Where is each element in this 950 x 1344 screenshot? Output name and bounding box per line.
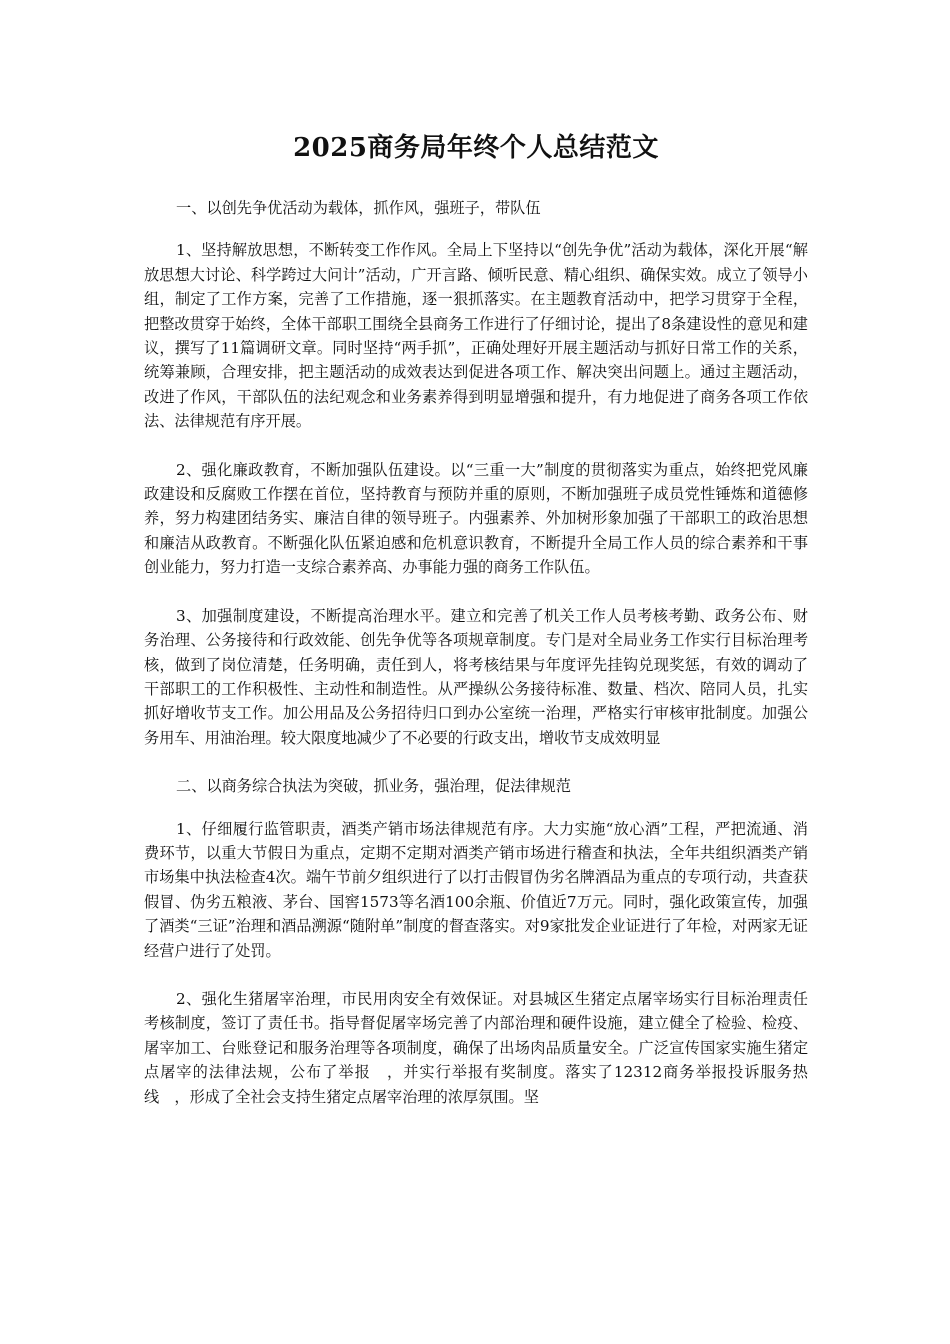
- paragraph-1-1: 1、坚持解放思想，不断转变工作作风。全局上下坚持以“创先争优”活动为载体，深化开展“解放思想大讨论、科学跨过大问计”活动，广开言路、倾听民意、精心组织、确保实效。成立了领导小组，制定了工作方案，完善了工作措施，逐一狠抓落实。在主题教育活动中，把学习贯穿于全程，把整改贯穿于始终，全体干部职工围绕全县商务工作进行了仔细讨论，提出了8条建设性的意见和建议，撰写了11篇调研文章。同时坚持“两手抓”，正确处理好开展主题活动与抓好日常工作的关系，统筹兼顾，合理安排，把主题活动的成效表达到促进各项工作、解决突出问题上。通过主题活动，改进了作风，干部队伍的法纪观念和业务素养得到明显增强和提升，有力地促进了商务各项工作依法、法律规范有序开展。: [144, 241, 808, 431]
- paragraph-2-1: 1、仔细履行监管职责，酒类产销市场法律规范有序。大力实施“放心酒”工程，严把流通、消费环节，以重大节假日为重点，定期不定期对酒类产销市场进行稽查和执法，全年共组织酒类产销市场集中执法检查4次。端午节前夕组织进行了以打击假冒伪劣名牌酒品为重点的专项行动，共查获假冒、伪劣五粮液、茅台、国窖1573等名酒100余瓶、价值近7万元。同时，强化政策宣传，加强了酒类“三证”治理和酒品溯源“随附单”制度的督查落实。对9家批发企业证进行了年检，对两家无证经营户进行了处罚。: [144, 819, 808, 960]
- document-body: [144, 126, 808, 1109]
- paragraph-1-3: 3、加强制度建设，不断提高治理水平。建立和完善了机关工作人员考核考勤、政务公布、财务治理、公务接待和行政效能、创先争优等各项规章制度。专门是对全局业务工作实行目标治理考核，做到了岗位清楚，任务明确，责任到人，将考核结果与年度评先挂钩兑现奖惩，有效的调动了干部职工的工作积极性、主动性和制造性。从严操纵公务接待标准、数量、档次、陪同人员，扎实抓好增收节支工作。加公用品及公务招待归口到办公室统一治理，严格实行审核审批制度。加强公务用车、用油治理。较大限度地减少了不必要的行政支出，增收节支成效明显: [144, 606, 808, 747]
- paragraph-2-2: 2、强化生猪屠宰治理，市民用肉安全有效保证。对县城区生猪定点屠宰场实行目标治理责任考核制度，签订了责任书。指导督促屠宰场完善了内部治理和硬件设施，建立健全了检验、检疫、屠宰加工、台账登记和服务治理等各项制度，确保了出场肉品质量安全。广泛宣传国家实施生猪定点屠宰的法律法规，公布了举报 ，并实行举报有奖制度。落实了12312商务举报投诉服务热线 ，形成了全社会支持生猪定点屠宰治理的浓厚氛围。坚: [144, 989, 808, 1106]
- section-heading-1: 一、以创先争优活动为载体，抓作风，强班子，带队伍: [176, 199, 541, 217]
- paragraph-1-2: 2、强化廉政教育，不断加强队伍建设。以“三重一大”制度的贯彻落实为重点，始终把党风廉政建设和反腐败工作摆在首位，坚持教育与预防并重的原则，不断加强班子成员党性锤炼和道德修养，努力构建团结务实、廉洁自律的领导班子。内强素养、外加树形象加强了干部职工的政治思想和廉洁从政教育。不断强化队伍紧迫感和危机意识教育，不断提升全局工作人员的综合素养和干事创业能力，努力打造一支综合素养高、办事能力强的商务工作队伍。: [144, 460, 808, 577]
- section-heading-2: 二、以商务综合执法为突破，抓业务，强治理，促法律规范: [176, 777, 571, 796]
- document-title: 2025商务局年终个人总结范文: [293, 133, 659, 163]
